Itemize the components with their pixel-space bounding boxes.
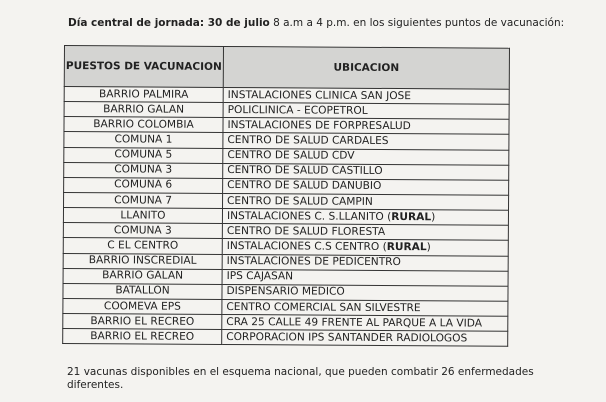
table-header-row <box>64 46 509 90</box>
location-text: INSTALACIONES C.S CENTRO ( <box>226 239 387 253</box>
site-cell: COMUNA 3 <box>64 162 223 178</box>
location-text: CENTRO DE SALUD CAMPIN <box>227 194 373 208</box>
rural-label: RURAL <box>391 210 432 223</box>
location-cell <box>223 163 509 180</box>
location-text: CENTRO DE SALUD CARDALES <box>227 133 389 147</box>
location-cell <box>223 148 509 165</box>
location-text: POLICLINICA - ECOPETROL <box>227 103 368 117</box>
intro-line <box>68 17 598 29</box>
footnote: 21 vacunas disponibles en el esquema nacional, que pueden combatir 26 enfermedades diferentes. <box>67 366 534 391</box>
location-cell <box>222 224 508 241</box>
location-text-end: ) <box>431 210 436 223</box>
location-cell <box>222 209 508 226</box>
site-cell: BARRIO EL RECREO <box>63 329 222 345</box>
table-body <box>63 87 510 347</box>
location-text: INSTALACIONES CLINICA SAN JOSE <box>227 88 412 102</box>
location-text: CENTRO DE SALUD CASTILLO <box>227 164 383 178</box>
location-text: CENTRO DE SALUD CDV <box>227 149 355 162</box>
location-text: CENTRO DE SALUD DANUBIO <box>227 179 382 193</box>
location-cell <box>223 133 509 150</box>
location-text: IPS CAJASAN <box>226 270 294 283</box>
site-cell: COOMEVA EPS <box>63 298 222 314</box>
header-location: UBICACION <box>223 46 509 89</box>
location-cell <box>222 269 508 286</box>
location-cell <box>223 178 509 195</box>
location-cell <box>223 87 509 104</box>
site-cell: BARRIO INSCREDIAL <box>63 253 222 269</box>
location-text: INSTALACIONES DE FORPRESALUD <box>227 118 411 132</box>
intro-bold-text: Día central de jornada: 30 de julio <box>68 17 270 29</box>
vaccination-sites-table <box>62 45 510 347</box>
location-cell <box>222 315 508 332</box>
site-cell: LLANITO <box>63 208 222 224</box>
site-cell: BARRIO EL RECREO <box>63 314 222 330</box>
site-cell: BARRIO PALMIRA <box>64 87 223 103</box>
location-text: INSTALACIONES C. S.LLANITO ( <box>226 209 392 223</box>
location-cell <box>223 118 509 135</box>
site-cell: BARRIO GALAN <box>64 102 223 118</box>
location-text: CENTRO DE SALUD FLORESTA <box>226 224 386 238</box>
intro-rest-text: 8 a.m a 4 p.m. en los siguientes puntos de vacunación: <box>269 17 565 29</box>
location-text: CRA 25 CALLE 49 FRENTE AL PARQUE A LA VIDA <box>226 315 483 330</box>
location-text: INSTALACIONES DE PEDICENTRO <box>226 255 401 269</box>
header-vaccination-sites: PUESTOS DE VACUNACION <box>64 46 223 88</box>
site-cell: COMUNA 7 <box>64 192 223 208</box>
site-cell: COMUNA 3 <box>63 223 222 239</box>
location-text-end: ) <box>426 241 431 254</box>
location-text: DISPENSARIO MEDICO <box>226 285 345 299</box>
location-cell <box>223 193 509 210</box>
site-cell: BATALLON <box>63 283 222 299</box>
site-cell: COMUNA 5 <box>64 147 223 163</box>
location-cell <box>222 284 508 301</box>
location-cell <box>223 103 509 120</box>
site-cell: BARRIO GALAN <box>63 268 222 284</box>
location-text: CORPORACION IPS SANTANDER RADIOLOGOS <box>226 330 468 345</box>
site-cell: BARRIO COLOMBIA <box>64 117 223 133</box>
site-cell: C EL CENTRO <box>63 238 222 254</box>
table-row <box>63 329 508 347</box>
location-cell <box>222 239 508 256</box>
rural-label: RURAL <box>386 240 427 254</box>
site-cell: COMUNA 6 <box>64 177 223 193</box>
site-cell: COMUNA 1 <box>64 132 223 148</box>
location-cell <box>222 254 508 271</box>
location-cell <box>222 299 508 316</box>
location-cell <box>222 330 508 347</box>
location-text: CENTRO COMERCIAL SAN SILVESTRE <box>226 300 421 314</box>
